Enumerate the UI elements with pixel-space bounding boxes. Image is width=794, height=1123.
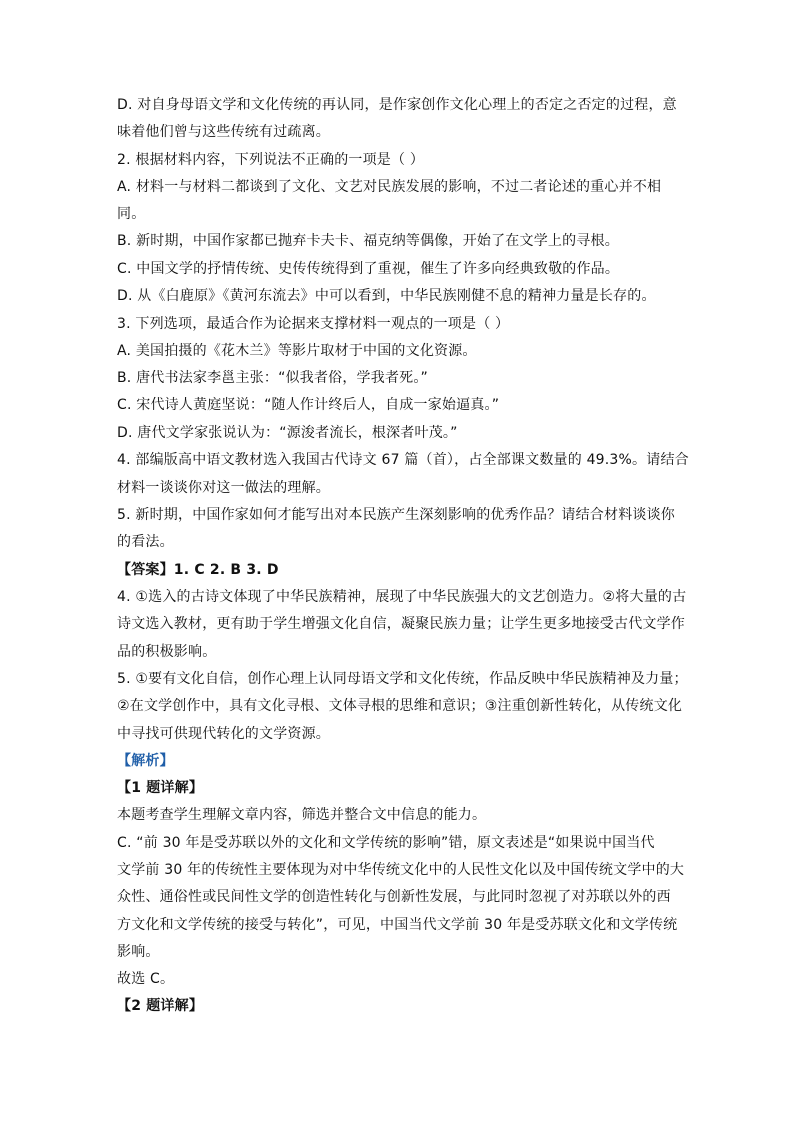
- q2-option-d: D. 从《白鹿原》《黄河东流去》中可以看到，中华民族刚健不息的精神力量是长存的。: [117, 288, 656, 304]
- q3-option-c: C. 宋代诗人黄庭坚说：“随人作计终后人，自成一家始逼真。”: [117, 397, 500, 413]
- q1-detail-line-4: 众性、通俗性或民间性文学的创造性转化与创新性发展，与此同时忽视了对苏联以外的西: [117, 889, 671, 905]
- question-2: 2. 根据材料内容，下列说法不正确的一项是（ ）: [117, 152, 425, 168]
- q1-detail-line-3: 文学前 30 年的传统性主要体现为对中华传统文化中的人民性文化以及中国传统文学中的大: [117, 862, 685, 878]
- answer-5-line-3: 中寻找可供现代转化的文学资源。: [117, 726, 330, 742]
- q1-conclusion: 故选 C。: [117, 971, 175, 987]
- q3-option-b: B. 唐代书法家李邕主张：“似我者俗，学我者死。”: [117, 370, 429, 386]
- q1-detail-line-2: C. “前 30 年是受苏联以外的文化和文学传统的影响”错，原文表述是“如果说中国当代: [117, 835, 655, 851]
- question-5-line-1: 5. 新时期，中国作家如何才能写出对本民族产生深刻影响的优秀作品？请结合材料谈谈你: [117, 507, 676, 523]
- option-d-line-1: D. 对自身母语文学和文化传统的再认同，是作家创作文化心理上的否定之否定的过程，意: [117, 97, 677, 113]
- answer-5-line-1: 5. ①要有文化自信，创作心理上认同母语文学和文化传统，作品反映中华民族精神及力量；: [117, 671, 688, 687]
- question-4-line-2: 材料一谈谈你对这一做法的理解。: [117, 480, 330, 496]
- q2-option-a-line-2: 同。: [117, 206, 146, 222]
- option-d-line-2: 味着他们曾与这些传统有过疏离。: [117, 124, 330, 140]
- question-5-line-2: 的看法。: [117, 534, 174, 550]
- q1-detail-line-1: 本题考查学生理解文章内容，筛选并整合文中信息的能力。: [117, 807, 487, 823]
- q2-option-b: B. 新时期，中国作家都已抛弃卡夫卡、福克纳等偶像，开始了在文学上的寻根。: [117, 233, 619, 249]
- answer-key: 【答案】1. C 2. B 3. D: [117, 562, 279, 578]
- q2-option-a-line-1: A. 材料一与材料二都谈到了文化、文艺对民族发展的影响，不过二者论述的重心并不相: [117, 179, 662, 195]
- answer-5-line-2: ②在文学创作中，具有文化寻根、文体寻根的思维和意识；③注重创新性转化，从传统文化: [117, 698, 683, 714]
- q1-detail-line-6: 影响。: [117, 944, 160, 960]
- q3-option-a: A. 美国拍摄的《花木兰》等影片取材于中国的文化资源。: [117, 343, 477, 359]
- answer-4-line-3: 品的积极影响。: [117, 644, 217, 660]
- question-3: 3. 下列选项，最适合作为论据来支撑材料一观点的一项是（ ）: [117, 316, 510, 332]
- answer-4-line-2: 诗文选入教材，更有助于学生增强文化自信，凝聚民族力量；让学生更多地接受古代文学作: [117, 616, 685, 632]
- q1-detail-line-5: 方文化和文学传统的接受与转化”，可见，中国当代文学前 30 年是受苏联文化和文学传统: [117, 917, 678, 933]
- question-4-line-1: 4. 部编版高中语文教材选入我国古代诗文 67 篇（首），占全部课文数量的 49.3%。请结合: [117, 452, 689, 468]
- q3-option-d: D. 唐代文学家张说认为：“源浚者流长，根深者叶茂。”: [117, 425, 458, 441]
- q1-detail-heading: 【1 题详解】: [117, 780, 204, 796]
- answer-4-line-1: 4. ①选入的古诗文体现了中华民族精神，展现了中华民族强大的文艺创造力。②将大量的古: [117, 589, 687, 605]
- analysis-heading: 【解析】: [117, 753, 174, 769]
- q2-detail-heading: 【2 题详解】: [117, 998, 204, 1014]
- q2-option-c: C. 中国文学的抒情传统、史传传统得到了重视，催生了许多向经典致敬的作品。: [117, 261, 620, 277]
